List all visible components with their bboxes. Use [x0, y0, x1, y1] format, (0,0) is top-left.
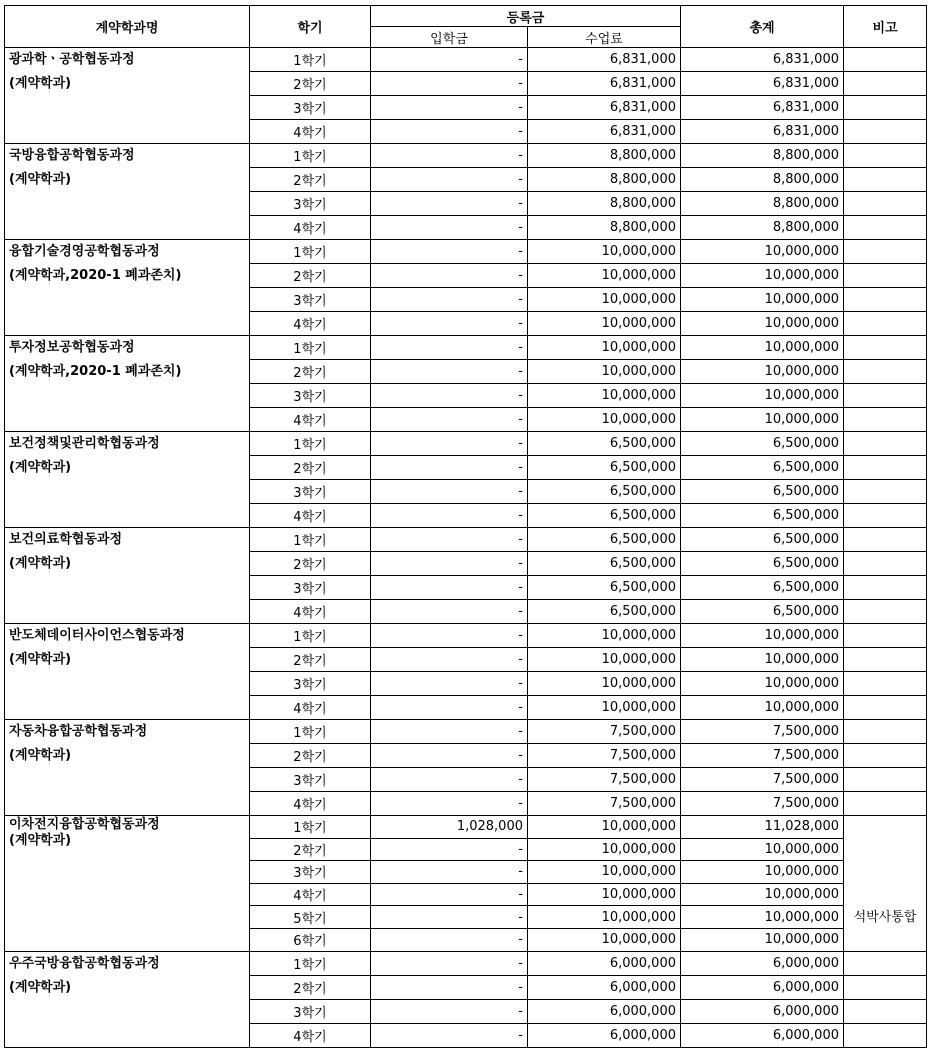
tuition-fee-cell: 7,500,000	[528, 792, 681, 816]
semester-cell: 2학기	[250, 264, 371, 288]
total-cell: 6,500,000	[681, 528, 844, 552]
semester-cell: 4학기	[250, 1023, 371, 1047]
program-type: (계약학과,2020-1 폐과존치)	[9, 364, 182, 379]
note-cell	[844, 672, 927, 696]
program-group	[5, 144, 927, 240]
admission-fee-cell: -	[371, 312, 528, 336]
total-cell: 6,831,000	[681, 120, 844, 144]
total-cell: 6,500,000	[681, 552, 844, 576]
semester-cell: 4학기	[250, 408, 371, 432]
total-cell: 10,000,000	[681, 240, 844, 264]
total-cell: 8,800,000	[681, 168, 844, 192]
admission-fee-cell: -	[371, 120, 528, 144]
total-cell: 6,000,000	[681, 999, 844, 1023]
tuition-fee-cell: 6,500,000	[528, 432, 681, 456]
tuition-fee-cell: 10,000,000	[528, 928, 681, 951]
table-row	[5, 432, 927, 456]
note-cell	[844, 528, 927, 552]
note-cell	[844, 288, 927, 312]
admission-fee-cell: -	[371, 928, 528, 951]
admission-fee-cell: -	[371, 975, 528, 999]
note-cell	[844, 360, 927, 384]
total-cell: 8,800,000	[681, 144, 844, 168]
semester-cell: 2학기	[250, 552, 371, 576]
admission-fee-cell: -	[371, 552, 528, 576]
program-name: 보건정책및관리학협동과정	[9, 436, 160, 451]
tuition-fee-cell: 7,500,000	[528, 744, 681, 768]
note-cell	[844, 504, 927, 528]
note-cell	[844, 624, 927, 648]
tuition-fee-cell: 6,831,000	[528, 72, 681, 96]
admission-fee-cell: -	[371, 951, 528, 975]
program-type: (계약학과)	[9, 979, 72, 995]
tuition-table-container	[4, 5, 926, 1056]
note-cell	[844, 312, 927, 336]
semester-cell: 3학기	[250, 576, 371, 600]
program-group	[5, 48, 927, 144]
total-cell: 7,500,000	[681, 744, 844, 768]
total-cell: 6,000,000	[681, 1023, 844, 1047]
note-cell	[844, 168, 927, 192]
admission-fee-cell: -	[371, 144, 528, 168]
program-name: 광과학ㆍ공학협동과정	[9, 52, 135, 67]
header-tuition-fee: 수업료	[528, 27, 681, 48]
tuition-fee-cell: 10,000,000	[528, 240, 681, 264]
table-row	[5, 720, 927, 744]
admission-fee-cell: -	[371, 240, 528, 264]
admission-fee-cell: -	[371, 216, 528, 240]
note-cell	[844, 975, 927, 999]
admission-fee-cell: -	[371, 264, 528, 288]
note-cell	[844, 432, 927, 456]
admission-fee-cell: -	[371, 838, 528, 861]
semester-cell: 4학기	[250, 504, 371, 528]
program-group	[5, 951, 927, 1047]
semester-cell: 3학기	[250, 672, 371, 696]
semester-cell: 1학기	[250, 624, 371, 648]
table-row	[5, 816, 927, 839]
program-name: 우주국방융합공학협동과정	[9, 955, 160, 971]
program-name-cell	[5, 624, 250, 720]
total-cell: 10,000,000	[681, 838, 844, 861]
semester-cell: 2학기	[250, 744, 371, 768]
total-cell: 6,000,000	[681, 975, 844, 999]
note-cell	[844, 384, 927, 408]
note-cell	[844, 72, 927, 96]
tuition-fee-cell: 8,800,000	[528, 192, 681, 216]
semester-cell: 4학기	[250, 600, 371, 624]
program-name: 투자정보공학협동과정	[9, 340, 135, 355]
admission-fee-cell: -	[371, 288, 528, 312]
program-name: 반도체데이터사이언스협동과정	[9, 628, 185, 643]
note-cell	[844, 216, 927, 240]
semester-cell: 4학기	[250, 696, 371, 720]
header-semester: 학기	[250, 6, 371, 48]
semester-cell: 3학기	[250, 768, 371, 792]
tuition-fee-cell: 8,800,000	[528, 144, 681, 168]
program-type: (계약학과)	[9, 748, 72, 763]
tuition-fee-cell: 6,500,000	[528, 528, 681, 552]
tuition-fee-cell: 7,500,000	[528, 768, 681, 792]
note-cell	[844, 999, 927, 1023]
total-cell: 10,000,000	[681, 883, 844, 906]
semester-cell: 1학기	[250, 528, 371, 552]
note-cell	[844, 792, 927, 816]
program-type: (계약학과)	[9, 833, 72, 848]
admission-fee-cell: -	[371, 360, 528, 384]
semester-cell: 2학기	[250, 838, 371, 861]
note-cell: 석박사통합	[844, 838, 927, 951]
total-cell: 10,000,000	[681, 624, 844, 648]
total-cell: 10,000,000	[681, 906, 844, 929]
note-cell	[844, 816, 927, 839]
header-fees: 등록금	[371, 6, 681, 27]
admission-fee-cell: -	[371, 384, 528, 408]
note-cell	[844, 696, 927, 720]
semester-cell: 4학기	[250, 792, 371, 816]
semester-cell: 4학기	[250, 883, 371, 906]
tuition-fee-cell: 10,000,000	[528, 312, 681, 336]
tuition-fee-cell: 10,000,000	[528, 408, 681, 432]
tuition-table	[4, 5, 927, 1048]
semester-cell: 1학기	[250, 432, 371, 456]
semester-cell: 4학기	[250, 120, 371, 144]
note-cell	[844, 192, 927, 216]
program-name-cell	[5, 240, 250, 336]
semester-cell: 1학기	[250, 720, 371, 744]
tuition-fee-cell: 6,500,000	[528, 456, 681, 480]
total-cell: 10,000,000	[681, 288, 844, 312]
note-cell	[844, 336, 927, 360]
tuition-fee-cell: 10,000,000	[528, 906, 681, 929]
note-cell	[844, 744, 927, 768]
program-group	[5, 240, 927, 336]
tuition-fee-cell: 10,000,000	[528, 648, 681, 672]
tuition-fee-cell: 10,000,000	[528, 624, 681, 648]
note-cell	[844, 408, 927, 432]
total-cell: 11,028,000	[681, 816, 844, 839]
total-cell: 10,000,000	[681, 360, 844, 384]
tuition-fee-cell: 6,831,000	[528, 96, 681, 120]
admission-fee-cell: -	[371, 504, 528, 528]
total-cell: 8,800,000	[681, 216, 844, 240]
semester-cell: 2학기	[250, 975, 371, 999]
program-group	[5, 624, 927, 720]
program-name: 자동차융합공학협동과정	[9, 724, 148, 739]
note-cell	[844, 240, 927, 264]
note-cell	[844, 480, 927, 504]
program-group	[5, 336, 927, 432]
admission-fee-cell: -	[371, 408, 528, 432]
note-cell	[844, 144, 927, 168]
semester-cell: 3학기	[250, 96, 371, 120]
tuition-fee-cell: 10,000,000	[528, 816, 681, 839]
program-name-cell	[5, 816, 250, 952]
total-cell: 7,500,000	[681, 768, 844, 792]
admission-fee-cell: -	[371, 792, 528, 816]
note-cell	[844, 600, 927, 624]
tuition-fee-cell: 10,000,000	[528, 360, 681, 384]
tuition-fee-cell: 10,000,000	[528, 384, 681, 408]
tuition-fee-cell: 6,000,000	[528, 975, 681, 999]
semester-cell: 3학기	[250, 861, 371, 884]
admission-fee-cell: -	[371, 861, 528, 884]
tuition-fee-cell: 6,500,000	[528, 576, 681, 600]
admission-fee-cell: -	[371, 744, 528, 768]
admission-fee-cell: -	[371, 999, 528, 1023]
semester-cell: 3학기	[250, 999, 371, 1023]
tuition-fee-cell: 10,000,000	[528, 264, 681, 288]
note-cell	[844, 720, 927, 744]
program-name-cell	[5, 720, 250, 816]
total-cell: 10,000,000	[681, 408, 844, 432]
admission-fee-cell: -	[371, 528, 528, 552]
total-cell: 7,500,000	[681, 792, 844, 816]
tuition-fee-cell: 10,000,000	[528, 861, 681, 884]
total-cell: 10,000,000	[681, 861, 844, 884]
program-name-cell	[5, 48, 250, 144]
total-cell: 10,000,000	[681, 264, 844, 288]
program-name-cell	[5, 951, 250, 1047]
total-cell: 8,800,000	[681, 192, 844, 216]
note-cell	[844, 768, 927, 792]
semester-cell: 2학기	[250, 648, 371, 672]
admission-fee-cell: -	[371, 576, 528, 600]
admission-fee-cell: -	[371, 48, 528, 72]
admission-fee-cell: -	[371, 96, 528, 120]
program-name: 융합기술경영공학협동과정	[9, 244, 160, 259]
program-name-cell	[5, 432, 250, 528]
admission-fee-cell: -	[371, 672, 528, 696]
total-cell: 6,831,000	[681, 96, 844, 120]
admission-fee-cell: -	[371, 192, 528, 216]
semester-cell: 3학기	[250, 480, 371, 504]
program-name-cell	[5, 528, 250, 624]
total-cell: 10,000,000	[681, 384, 844, 408]
program-type: (계약학과)	[9, 460, 72, 475]
admission-fee-cell: -	[371, 600, 528, 624]
table-header	[5, 6, 927, 48]
note-cell	[844, 1023, 927, 1047]
program-type: (계약학과)	[9, 76, 72, 91]
tuition-fee-cell: 10,000,000	[528, 696, 681, 720]
admission-fee-cell: -	[371, 906, 528, 929]
table-row	[5, 528, 927, 552]
semester-cell: 4학기	[250, 312, 371, 336]
header-total: 총계	[681, 6, 844, 48]
program-type: (계약학과)	[9, 172, 72, 187]
admission-fee-cell: -	[371, 720, 528, 744]
tuition-fee-cell: 10,000,000	[528, 883, 681, 906]
tuition-fee-cell: 7,500,000	[528, 720, 681, 744]
table-row	[5, 48, 927, 72]
total-cell: 10,000,000	[681, 312, 844, 336]
total-cell: 6,500,000	[681, 480, 844, 504]
admission-fee-cell: -	[371, 883, 528, 906]
admission-fee-cell: -	[371, 768, 528, 792]
admission-fee-cell: -	[371, 168, 528, 192]
note-cell	[844, 456, 927, 480]
tuition-fee-cell: 6,000,000	[528, 951, 681, 975]
semester-cell: 1학기	[250, 336, 371, 360]
admission-fee-cell: -	[371, 456, 528, 480]
program-group	[5, 528, 927, 624]
tuition-fee-cell: 6,500,000	[528, 600, 681, 624]
total-cell: 6,500,000	[681, 600, 844, 624]
header-admission-fee: 입학금	[371, 27, 528, 48]
program-name: 이차전지융합공학협동과정	[9, 817, 160, 832]
admission-fee-cell: -	[371, 480, 528, 504]
admission-fee-cell: -	[371, 1023, 528, 1047]
total-cell: 10,000,000	[681, 696, 844, 720]
program-name-cell	[5, 336, 250, 432]
semester-cell: 1학기	[250, 144, 371, 168]
admission-fee-cell: -	[371, 648, 528, 672]
total-cell: 10,000,000	[681, 336, 844, 360]
total-cell: 10,000,000	[681, 672, 844, 696]
tuition-fee-cell: 10,000,000	[528, 336, 681, 360]
tuition-fee-cell: 6,500,000	[528, 504, 681, 528]
admission-fee-cell: -	[371, 624, 528, 648]
semester-cell: 5학기	[250, 906, 371, 929]
semester-cell: 3학기	[250, 384, 371, 408]
program-type: (계약학과)	[9, 652, 72, 667]
tuition-fee-cell: 6,000,000	[528, 999, 681, 1023]
tuition-fee-cell: 6,831,000	[528, 48, 681, 72]
program-type: (계약학과)	[9, 556, 72, 571]
note-cell	[844, 576, 927, 600]
semester-cell: 1학기	[250, 816, 371, 839]
semester-cell: 3학기	[250, 288, 371, 312]
note-cell	[844, 951, 927, 975]
tuition-fee-cell: 10,000,000	[528, 672, 681, 696]
total-cell: 6,500,000	[681, 504, 844, 528]
program-type: (계약학과,2020-1 폐과존치)	[9, 268, 182, 283]
admission-fee-cell: -	[371, 336, 528, 360]
table-row	[5, 624, 927, 648]
semester-cell: 2학기	[250, 72, 371, 96]
program-group	[5, 720, 927, 816]
semester-cell: 1학기	[250, 951, 371, 975]
tuition-fee-cell: 10,000,000	[528, 288, 681, 312]
tuition-fee-cell: 6,500,000	[528, 480, 681, 504]
tuition-fee-cell: 8,800,000	[528, 168, 681, 192]
note-cell	[844, 48, 927, 72]
tuition-fee-cell: 8,800,000	[528, 216, 681, 240]
total-cell: 6,831,000	[681, 48, 844, 72]
semester-cell: 6학기	[250, 928, 371, 951]
total-cell: 6,831,000	[681, 72, 844, 96]
program-group	[5, 432, 927, 528]
semester-cell: 1학기	[250, 48, 371, 72]
note-cell	[844, 120, 927, 144]
admission-fee-cell: -	[371, 432, 528, 456]
semester-cell: 3학기	[250, 192, 371, 216]
table-row	[5, 240, 927, 264]
table-row	[5, 336, 927, 360]
semester-cell: 4학기	[250, 216, 371, 240]
tuition-fee-cell: 6,000,000	[528, 1023, 681, 1047]
note-cell	[844, 96, 927, 120]
tuition-fee-cell: 6,831,000	[528, 120, 681, 144]
admission-fee-cell: -	[371, 696, 528, 720]
semester-cell: 1학기	[250, 240, 371, 264]
program-group	[5, 816, 927, 952]
program-name-cell	[5, 144, 250, 240]
tuition-fee-cell: 6,500,000	[528, 552, 681, 576]
admission-fee-cell: 1,028,000	[371, 816, 528, 839]
semester-cell: 2학기	[250, 456, 371, 480]
total-cell: 10,000,000	[681, 648, 844, 672]
note-cell	[844, 552, 927, 576]
header-note: 비고	[844, 6, 927, 48]
admission-fee-cell: -	[371, 72, 528, 96]
header-program-name: 계약학과명	[5, 6, 250, 48]
total-cell: 6,500,000	[681, 432, 844, 456]
semester-cell: 2학기	[250, 360, 371, 384]
note-cell	[844, 648, 927, 672]
tuition-fee-cell: 10,000,000	[528, 838, 681, 861]
program-name: 보건의료학협동과정	[9, 532, 123, 547]
total-cell: 10,000,000	[681, 928, 844, 951]
total-cell: 6,500,000	[681, 576, 844, 600]
total-cell: 6,000,000	[681, 951, 844, 975]
table-row	[5, 144, 927, 168]
total-cell: 6,500,000	[681, 456, 844, 480]
program-name: 국방융합공학협동과정	[9, 148, 135, 163]
table-row	[5, 951, 927, 975]
semester-cell: 2학기	[250, 168, 371, 192]
note-cell	[844, 264, 927, 288]
total-cell: 7,500,000	[681, 720, 844, 744]
